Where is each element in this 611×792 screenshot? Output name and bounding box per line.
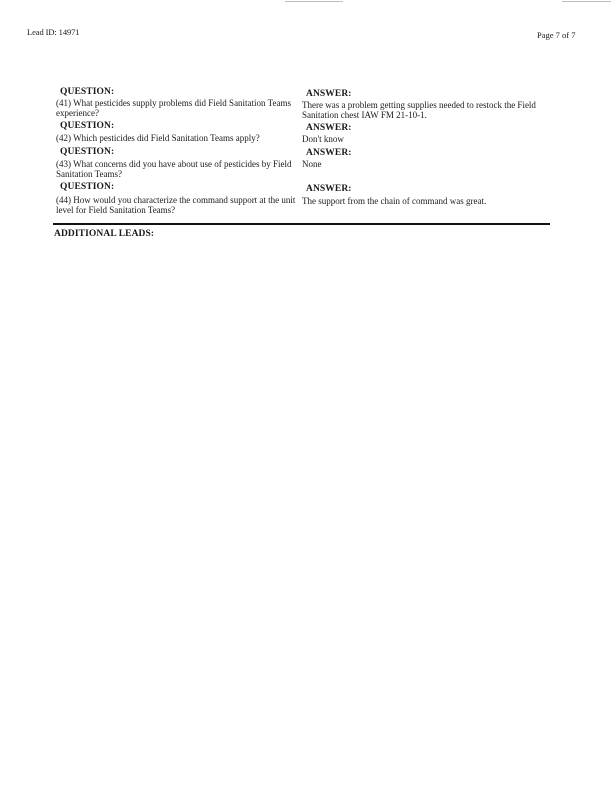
answer-label: ANSWER: <box>306 148 352 158</box>
answer-text: None <box>302 159 322 169</box>
answer-text: The support from the chain of command was great. <box>302 196 487 206</box>
scan-edge-mark <box>285 1 343 2</box>
question-text: (42) Which pesticides did Field Sanitation Teams apply? <box>56 133 260 143</box>
question-text: (41) What pesticides supply problems did Field Sanitation Teams experience? <box>56 98 292 118</box>
question-text: (43) What concerns did you have about use of pesticides by Field Sanitation Teams? <box>56 159 292 179</box>
question-label: QUESTION: <box>60 87 115 97</box>
scan-edge-mark <box>562 1 611 2</box>
question-text: (44) How would you characterize the command support at the unit level for Field Sanitation Teams? <box>56 195 296 215</box>
answer-label: ANSWER: <box>306 123 352 133</box>
question-label: QUESTION: <box>60 121 115 131</box>
answer-text: Don't know <box>302 134 344 144</box>
additional-leads-heading: ADDITIONAL LEADS: <box>54 229 155 239</box>
answer-label: ANSWER: <box>306 184 352 194</box>
answer-label: ANSWER: <box>306 89 352 99</box>
lead-id: Lead ID: 14971 <box>27 27 80 37</box>
question-label: QUESTION: <box>60 147 115 157</box>
answer-text: There was a problem getting supplies needed to restock the Field Sanitation chest IAW FM 21-10-1. <box>302 100 536 120</box>
section-divider <box>53 223 550 225</box>
page-number: Page 7 of 7 <box>537 30 576 40</box>
question-label: QUESTION: <box>60 182 115 192</box>
